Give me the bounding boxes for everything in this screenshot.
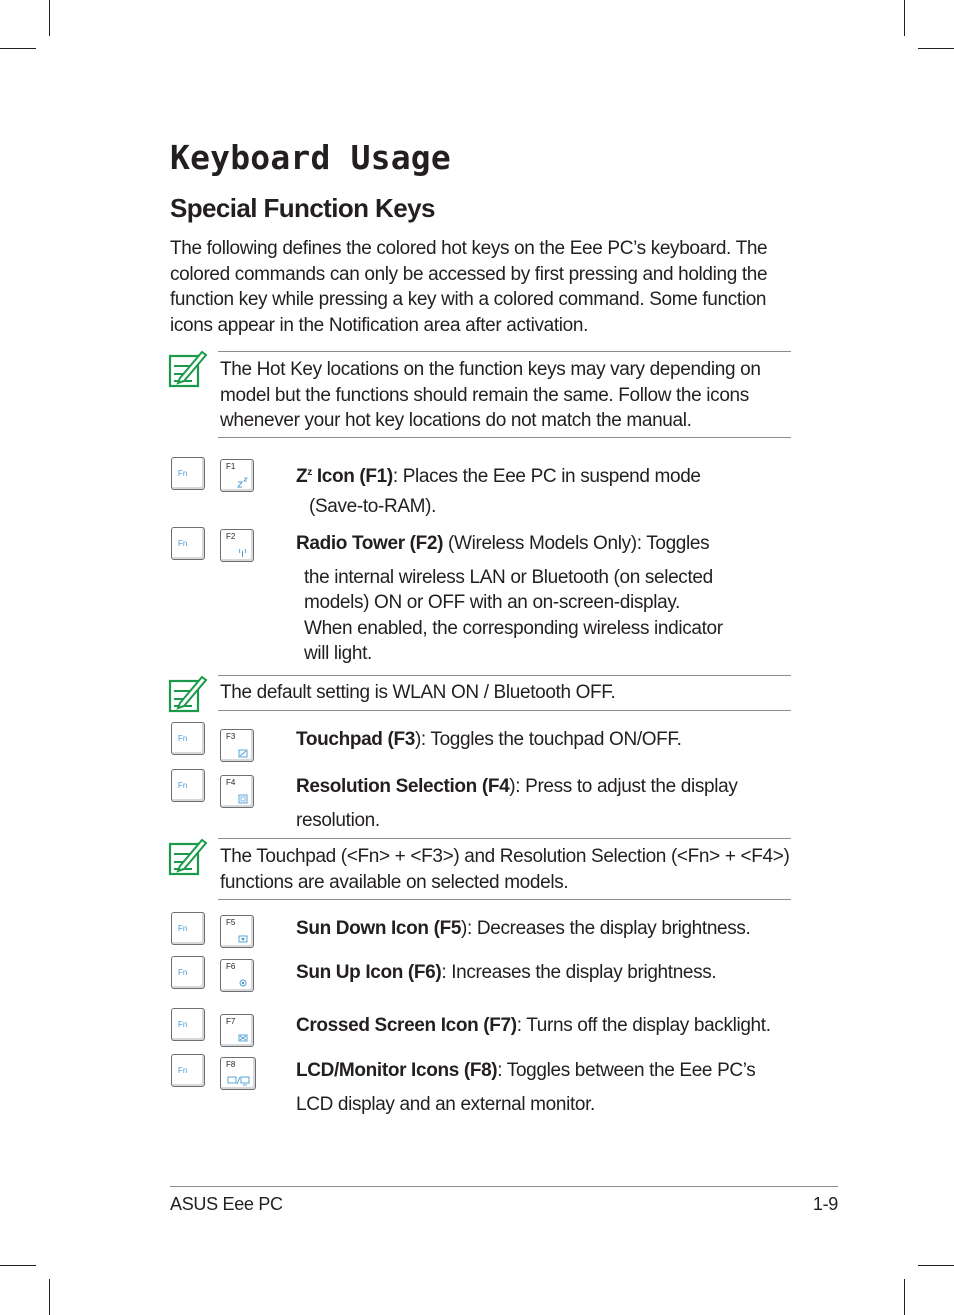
sun-up-icon	[236, 977, 249, 988]
f2-entry-cont-line: models) ON or OFF with an on-screen-display.	[304, 592, 680, 613]
crop-mark	[904, 0, 905, 36]
note-rule	[218, 899, 791, 900]
fn-key: Fn	[171, 912, 205, 945]
f7-key: F7	[220, 1014, 254, 1047]
f5-key: F5	[220, 915, 254, 948]
note-pencil-icon	[168, 673, 208, 715]
note-text: The Touchpad (<Fn> + <F3>) and Resolution Selection (<Fn> + <F4>) functions are available on selected models.	[220, 846, 790, 893]
resolution-icon	[236, 793, 249, 804]
note-rule	[218, 675, 791, 676]
f1-entry: $Z^z$ Icon (F1): Places the Eee PC in suspend mode	[296, 466, 701, 487]
f1-key: F1	[220, 459, 254, 492]
fn-key: Fn	[171, 1054, 205, 1087]
fn-key: Fn	[171, 956, 205, 989]
f7-entry: Crossed Screen Icon (F7): Turns off the display backlight.	[296, 1015, 771, 1036]
f3-key: F3	[220, 729, 254, 762]
crop-mark	[918, 48, 954, 49]
note-rule	[218, 351, 791, 352]
lcd-monitor-icon	[227, 1075, 251, 1086]
page-number: 1-9	[812, 1194, 838, 1214]
f2-entry-cont-line: When enabled, the corresponding wireless indicator	[304, 618, 723, 639]
note-rule	[218, 838, 791, 839]
note-text: The default setting is WLAN ON / Bluetooth OFF.	[220, 682, 616, 703]
crop-mark	[49, 0, 50, 36]
note-text: The Hot Key locations on the function keys may vary depending on model but the functions should remain the same. Follow the icons whenever your hot key locations do not match the manual.	[220, 359, 761, 431]
f2-key: F2	[220, 529, 254, 562]
f6-entry: Sun Up Icon (F6): Increases the display brightness.	[296, 962, 717, 983]
crossed-screen-icon	[236, 1032, 249, 1043]
f2-entry-cont-line: the internal wireless LAN or Bluetooth (on selected	[304, 567, 713, 588]
f1-entry-cont: (Save-to-RAM).	[309, 496, 437, 517]
fn-key: Fn	[171, 527, 205, 560]
page-title: Keyboard Usage	[170, 138, 451, 177]
f4-entry: Resolution Selection (F4): Press to adjust the display	[296, 776, 738, 797]
footer-rule	[170, 1186, 838, 1187]
fn-key: Fn	[171, 457, 205, 490]
section-heading: Special Function Keys	[170, 193, 435, 223]
sleep-z-icon	[236, 477, 249, 488]
f8-entry-cont: LCD display and an external monitor.	[296, 1094, 595, 1115]
f8-key: F8	[220, 1057, 256, 1090]
crop-mark	[918, 1265, 954, 1266]
f5-entry: Sun Down Icon (F5): Decreases the display brightness.	[296, 918, 751, 939]
f2-entry-cont-line: will light.	[304, 643, 372, 664]
note-pencil-icon	[168, 836, 208, 878]
f6-key: F6	[220, 959, 254, 992]
f8-entry: LCD/Monitor Icons (F8): Toggles between the Eee PC’s	[296, 1060, 756, 1081]
radio-tower-icon	[236, 547, 249, 558]
f4-key: F4	[220, 775, 254, 808]
crop-mark	[49, 1279, 50, 1315]
touchpad-icon	[236, 747, 249, 758]
f3-entry: Touchpad (F3): Toggles the touchpad ON/OFF.	[296, 729, 682, 750]
sun-down-icon	[236, 933, 249, 944]
note-rule	[218, 437, 791, 438]
fn-key: Fn	[171, 769, 205, 802]
fn-key: Fn	[171, 722, 205, 755]
crop-mark	[0, 48, 36, 49]
footer-product-name: ASUS Eee PC	[170, 1194, 283, 1214]
crop-mark	[0, 1265, 36, 1266]
note-pencil-icon	[168, 348, 208, 390]
f2-entry: Radio Tower (F2) (Wireless Models Only): Toggles	[296, 533, 710, 554]
fn-key: Fn	[171, 1008, 205, 1041]
intro-paragraph: The following defines the colored hot keys on the Eee PC’s keyboard. The colored commands can only be accessed by first pressing and holding the function key while pressing a key with a colored command. Some function icons appear in the Notification area after activation.	[170, 238, 768, 336]
f4-entry-cont: resolution.	[296, 810, 380, 831]
crop-mark	[904, 1279, 905, 1315]
note-rule	[218, 710, 791, 711]
